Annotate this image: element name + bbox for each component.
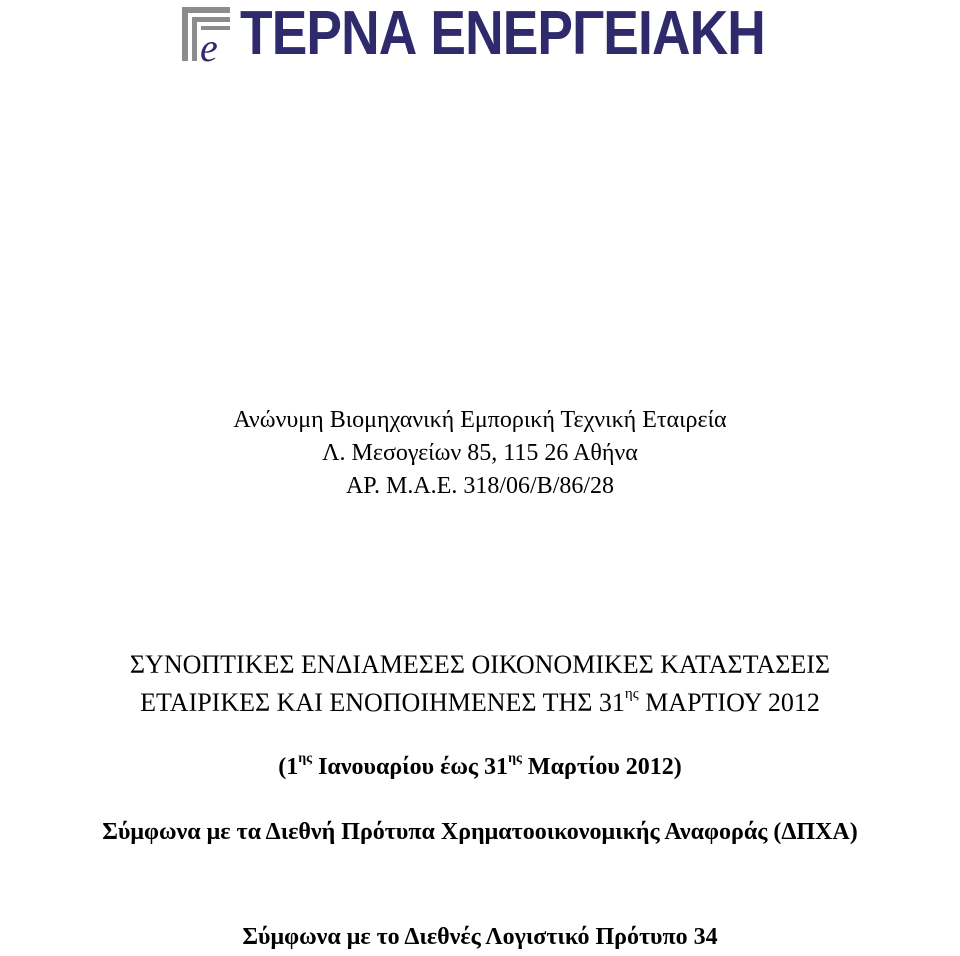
title-ordinal-suffix: ης (624, 686, 639, 702)
company-legal-name: Ανώνυμη Βιομηχανική Εμπορική Τεχνική Εταιρεία (233, 407, 727, 433)
title-line2-start: ΕΤΑΙΡΙΚΕΣ ΚΑΙ ΕΝΟΠΟΙΗΜΕΝΕΣ ΤΗΣ 31 (140, 688, 625, 717)
period-middle: Ιανουαρίου έως 31 (312, 754, 509, 780)
reporting-period (0, 752, 960, 782)
logo-mark-icon (180, 5, 232, 63)
title-line2-end: ΜΑΡΤΙΟΥ 2012 (638, 688, 820, 717)
company-registration-number: ΑΡ. Μ.Α.Ε. 318/06/Β/86/28 (345, 473, 615, 499)
document-title (0, 646, 960, 722)
period-close: Μαρτίου 2012) (521, 754, 682, 780)
company-street-address: Λ. Μεσογείων 85, 115 26 Αθήνα (322, 440, 638, 466)
period-ordinal-suffix-2: ης (508, 751, 522, 766)
ias-statement: Σύμφωνα με το Διεθνές Λογιστικό Πρότυπο 34 (242, 924, 718, 950)
logo-mark-letter: e (200, 25, 218, 63)
ifrs-statement: Σύμφωνα με τα Διεθνή Πρότυπα Χρηματοοικονομικής Αναφοράς (ΔΠΧΑ) (102, 819, 858, 845)
period-ordinal-suffix-1: ης (298, 751, 313, 766)
company-name: ΤΕΡΝΑ ΕΝΕΡΓΕΙΑΚΗ (240, 0, 765, 68)
period-open: (1 (278, 754, 299, 780)
company-logo (180, 0, 850, 68)
document-title-line2 (0, 684, 960, 722)
document-title-line1: ΣΥΝΟΠΤΙΚΕΣ ΕΝΔΙΑΜΕΣΕΣ ΟΙΚΟΝΟΜΙΚΕΣ ΚΑΤΑΣΤΑΣΕΙΣ (129, 650, 831, 679)
company-address-block (0, 404, 960, 503)
